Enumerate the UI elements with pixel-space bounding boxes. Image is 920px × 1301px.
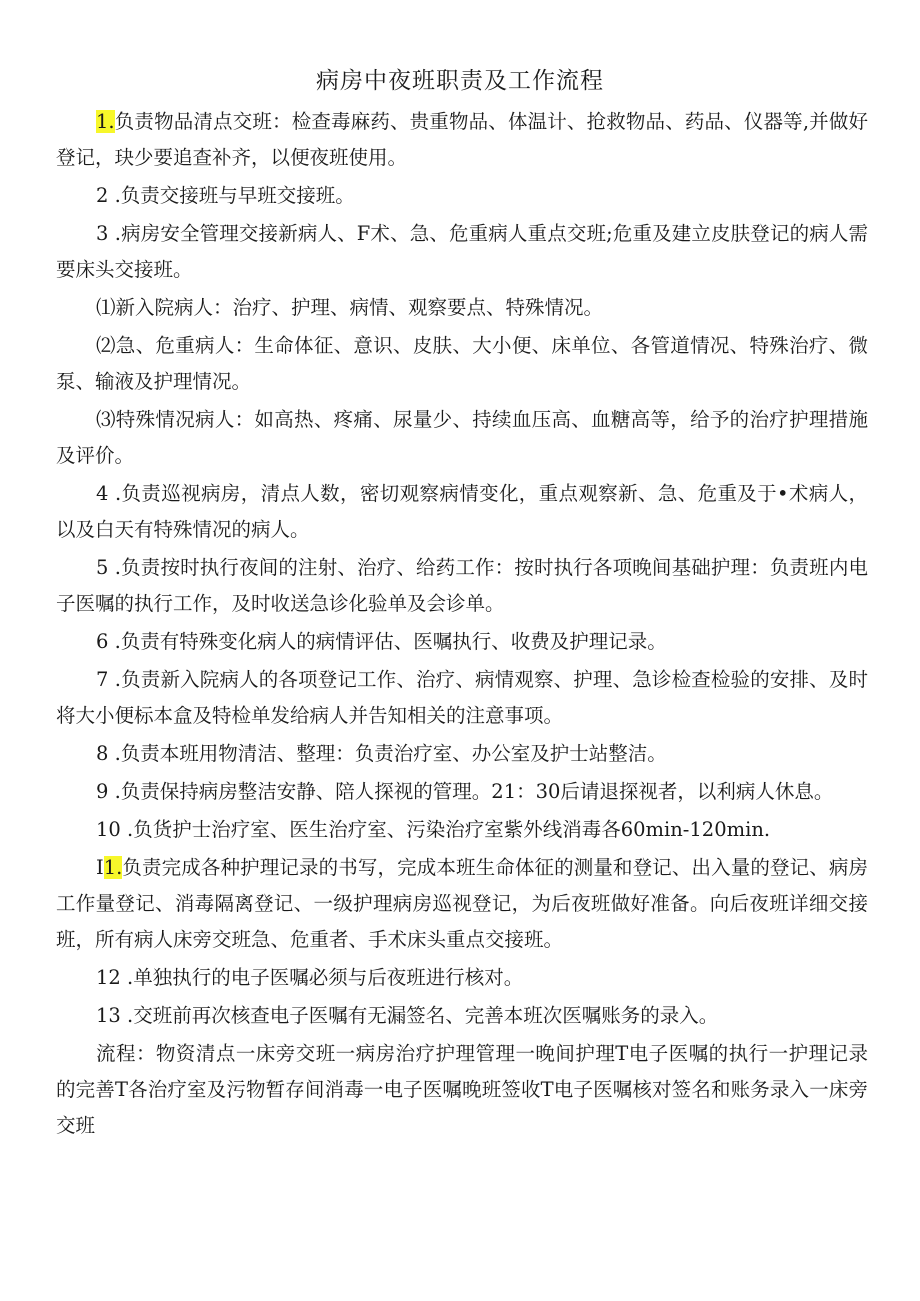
paragraph-7: 7 .负责新入院病人的各项登记工作、治疗、病情观察、护理、急诊检查检验的安排、及时将大小便标本盒及特检单发给病人并告知相关的注意事项。 <box>56 668 868 727</box>
paragraph-6: 6 .负责有特殊变化病人的病情评估、医嘱执行、收费及护理记录。 <box>96 630 667 653</box>
paragraph-12: 12 .单独执行的电子医嘱必须与后夜班进行核对。 <box>96 966 524 989</box>
paragraph-text: 负责完成各种护理记录的书写，完成本班生命体征的测量和登记、出入量的登记、病房工作量登记、消毒隔离登记、一级护理病房巡视登记，为后夜班做好准备。向后夜班详细交接班，所有病人床旁交班急、危重者、手术床头重点交接班。 <box>56 856 868 951</box>
paragraph-3: 3 .病房安全管理交接新病人、F术、急、危重病人重点交班;危重及建立皮肤登记的病人需要床头交接班。 <box>56 222 868 281</box>
paragraph-8: 8 .负责本班用物清洁、整理：负责治疗室、办公室及护士站整洁。 <box>96 742 667 765</box>
highlighted-number: 1. <box>103 856 123 879</box>
highlighted-number: 1. <box>96 110 115 133</box>
document-title: 病房中夜班职责及工作流程 <box>316 68 604 94</box>
paragraph-4: 4 .负责巡视病房，清点人数，密切观察病情变化，重点观察新、急、危重及于•术病人，以及白天有特殊情况的病人。 <box>56 482 868 541</box>
workflow-paragraph: 流程：物资清点一床旁交班一病房治疗护理管理一晚间护理T电子医嘱的执行一护理记录的完善T各治疗室及污物暂存间消毒一电子医嘱晚班签收T电子医嘱核对签名和账务录入一床旁交班 <box>56 1042 868 1137</box>
paragraph-13: 13 .交班前再次核查电子医嘱有无漏签名、完善本班次医嘱账务的录入。 <box>96 1004 719 1027</box>
paragraph-3-3: ⑶特殊情况病人：如高热、疼痛、尿量少、持续血压高、血糖高等，给予的治疗护理措施及评价。 <box>56 408 868 467</box>
paragraph-3-1: ⑴新入院病人：治疗、护理、病情、观察要点、特殊情况。 <box>96 296 604 319</box>
paragraph-5: 5 .负责按时执行夜间的注射、治疗、给药工作：按时执行各项晚间基础护理：负责班内电子医嘱的执行工作，及时收送急诊化验单及会诊单。 <box>56 556 868 615</box>
paragraph-9: 9 .负责保持病房整洁安静、陪人探视的管理。21：30后请退探视者，以利病人休息。 <box>96 780 834 803</box>
paragraph-11 <box>56 850 868 958</box>
paragraph-10: 10 .负货护士治疗室、医生治疗室、污染治疗室紫外线消毒各60min-120min. <box>96 818 771 841</box>
paragraph-1 <box>56 104 868 176</box>
paragraph-2: 2 .负责交接班与早班交接班。 <box>96 184 355 207</box>
paragraph-3-2: ⑵急、危重病人：生命体征、意识、皮肤、大小便、床单位、各管道情况、特殊治疗、微泵、输液及护理情况。 <box>56 334 868 393</box>
document-body <box>56 104 868 1146</box>
paragraph-text: 负责物品清点交班：检查毒麻药、贵重物品、体温计、抢救物品、药品、仪器等,并做好登记，玦少要追查补齐，以便夜班使用。 <box>56 110 868 169</box>
paragraph-prefix: I <box>96 856 104 879</box>
